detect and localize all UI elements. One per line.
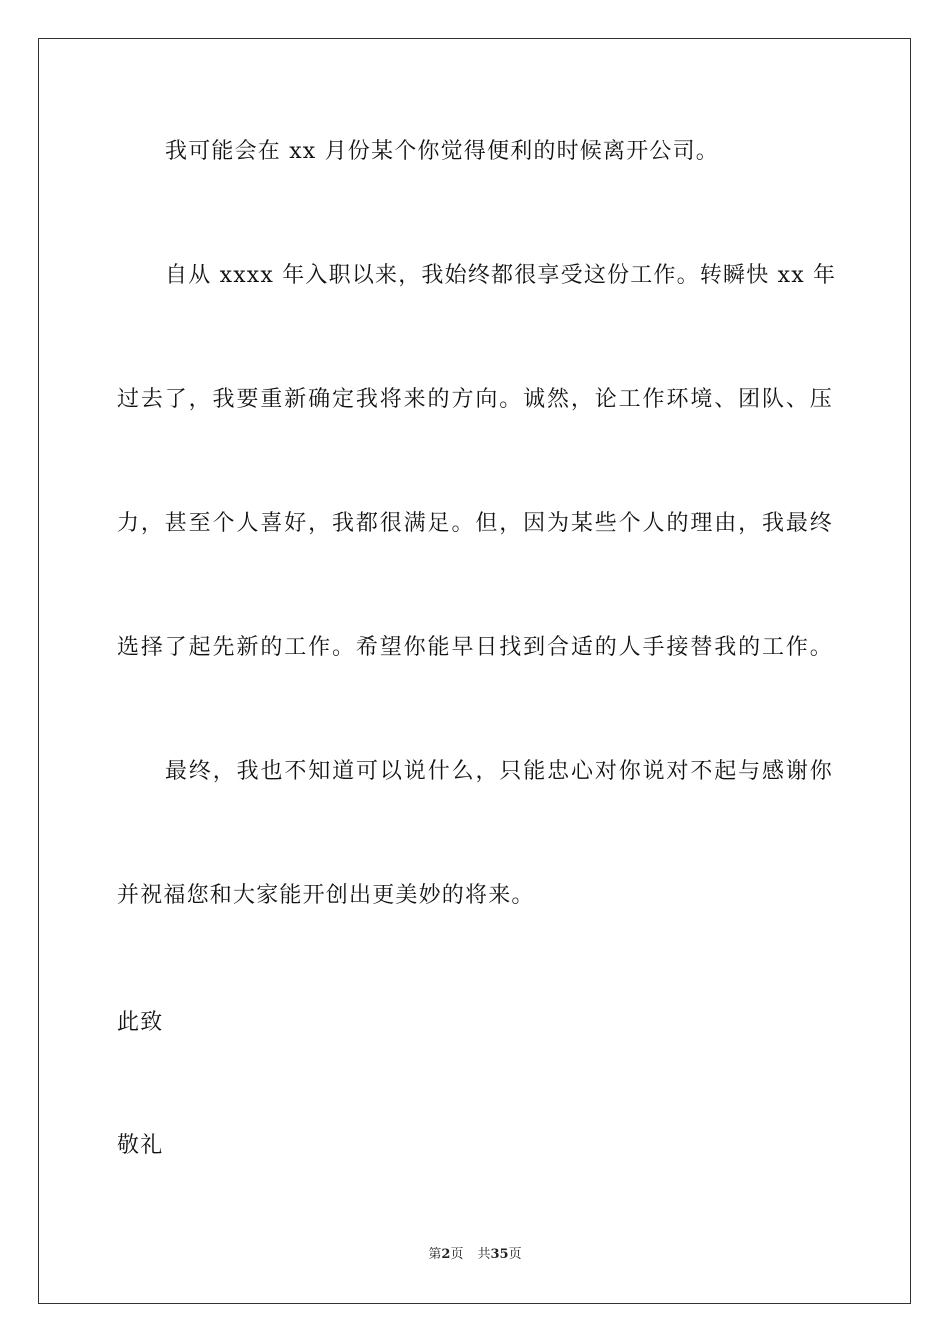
footer-page-prefix: 第 [428,1247,442,1262]
paragraph-2-line-1: 自从 xxxx 年入职以来，我始终都很享受这份工作。转瞬快 xx 年 [165,263,837,288]
page-border [38,38,911,1304]
footer-total-suffix: 页 [508,1247,522,1262]
footer-page-suffix: 页 [450,1247,464,1262]
paragraph-2-line-2: 过去了，我要重新确定我将来的方向。诚然，论工作环境、团队、压 [117,387,833,412]
paragraph-2-line-3: 力，甚至个人喜好，我都很满足。但，因为某些个人的理由，我最终 [117,511,833,536]
footer-total-prefix: 共 [477,1247,491,1262]
paragraph-2-line-4: 选择了起先新的工作。希望你能早日找到合适的人手接替我的工作。 [117,635,833,660]
paragraph-1-line-1: 我可能会在 xx 月份某个你觉得便利的时候离开公司。 [165,139,720,164]
closing-regards: 敬礼 [117,1133,164,1158]
closing-salutation: 此致 [117,1010,164,1035]
paragraph-3-line-2: 并祝福您和大家能开创出更美妙的将来。 [117,883,535,908]
footer-page-number: 2 [441,1247,451,1262]
footer-total-pages: 35 [490,1247,509,1262]
page-footer [0,1246,950,1264]
paragraph-3-line-1: 最终，我也不知道可以说什么，只能忠心对你说对不起与感谢你 [165,759,833,784]
